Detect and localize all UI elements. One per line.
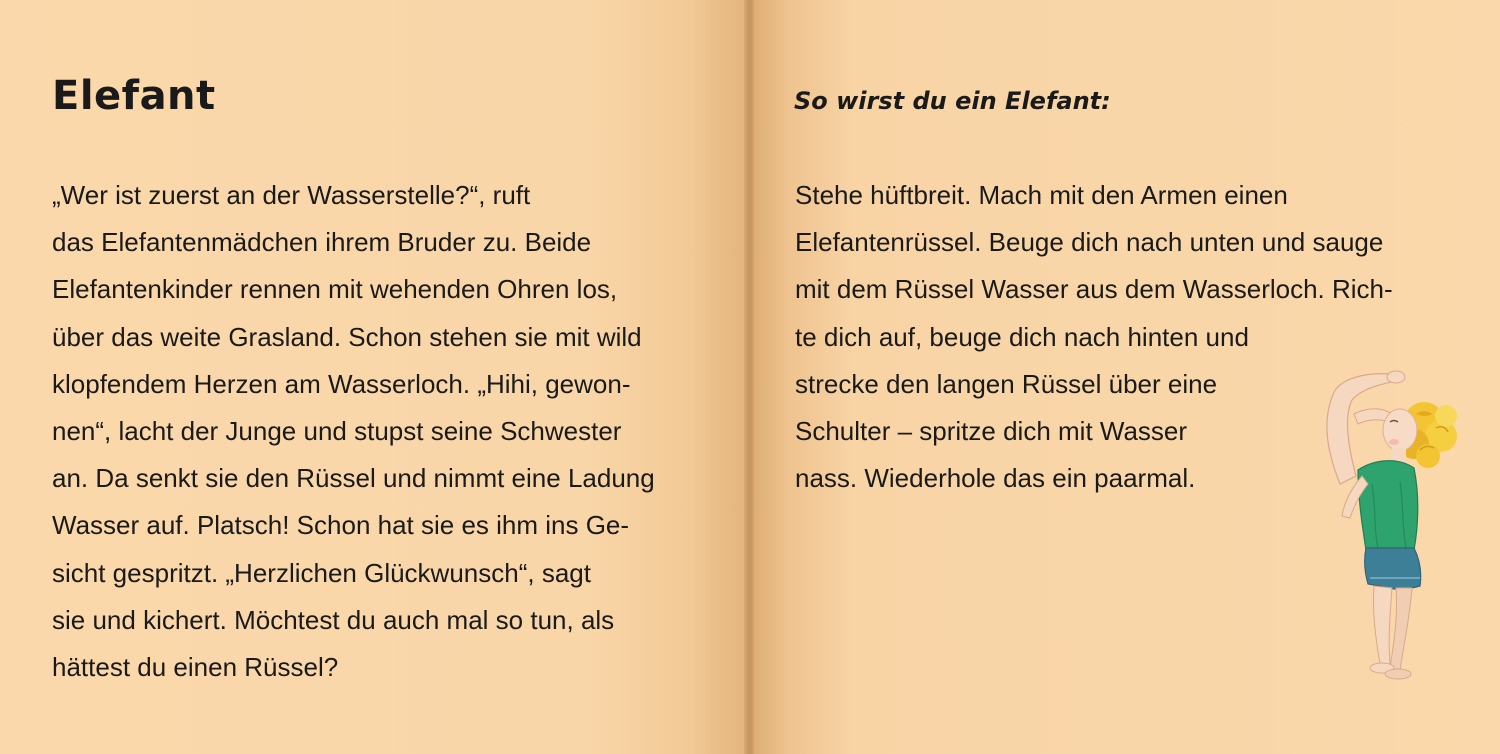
instruction-line: Elefantenrüssel. Beuge dich nach unten und sauge [795, 227, 1384, 258]
exercise-heading: So wirst du ein Elefant: [794, 87, 1111, 115]
instruction-line: mit dem Rüssel Wasser aus dem Wasserloch. Rich- [795, 274, 1393, 305]
story-line: hättest du einen Rüssel? [52, 652, 339, 683]
book-gutter [744, 0, 754, 754]
story-line: „Wer ist zuerst an der Wasserstelle?“, ruft [52, 180, 531, 210]
instruction-line: Stehe hüftbreit. Mach mit den Armen einen [795, 180, 1288, 210]
story-line: an. Da senkt sie den Rüssel und nimmt eine Ladung [52, 463, 655, 494]
story-line: Wasser auf. Platsch! Schon hat sie es ihm ins Ge- [52, 510, 630, 541]
story-line: über das weite Grasland. Schon stehen sie mit wild [52, 321, 642, 352]
story-line: nen“, lacht der Junge und stupst seine Schwester [52, 416, 622, 447]
instruction-line: Schulter – spritze dich mit Wasser [795, 416, 1188, 447]
girl-elephant-pose-illustration [1296, 364, 1466, 694]
story-line: das Elefantenmädchen ihrem Bruder zu. Beide [52, 227, 592, 258]
story-line: klopfendem Herzen am Wasserloch. „Hihi, gewon- [52, 368, 631, 399]
instruction-line: te dich auf, beuge dich nach hinten und [795, 321, 1249, 352]
story-line: sie und kichert. Möchtest du auch mal so tun, als [52, 604, 615, 635]
instruction-line: nass. Wiederhole das ein paarmal. [795, 463, 1196, 494]
story-line: Elefantenkinder rennen mit wehenden Ohren los, [52, 274, 618, 305]
instruction-line: strecke den langen Rüssel über eine [795, 368, 1218, 399]
page-title: Elefant [52, 73, 216, 119]
story-text [52, 172, 732, 691]
story-line: sicht gespritzt. „Herzlichen Glückwunsch“, sagt [52, 557, 591, 588]
